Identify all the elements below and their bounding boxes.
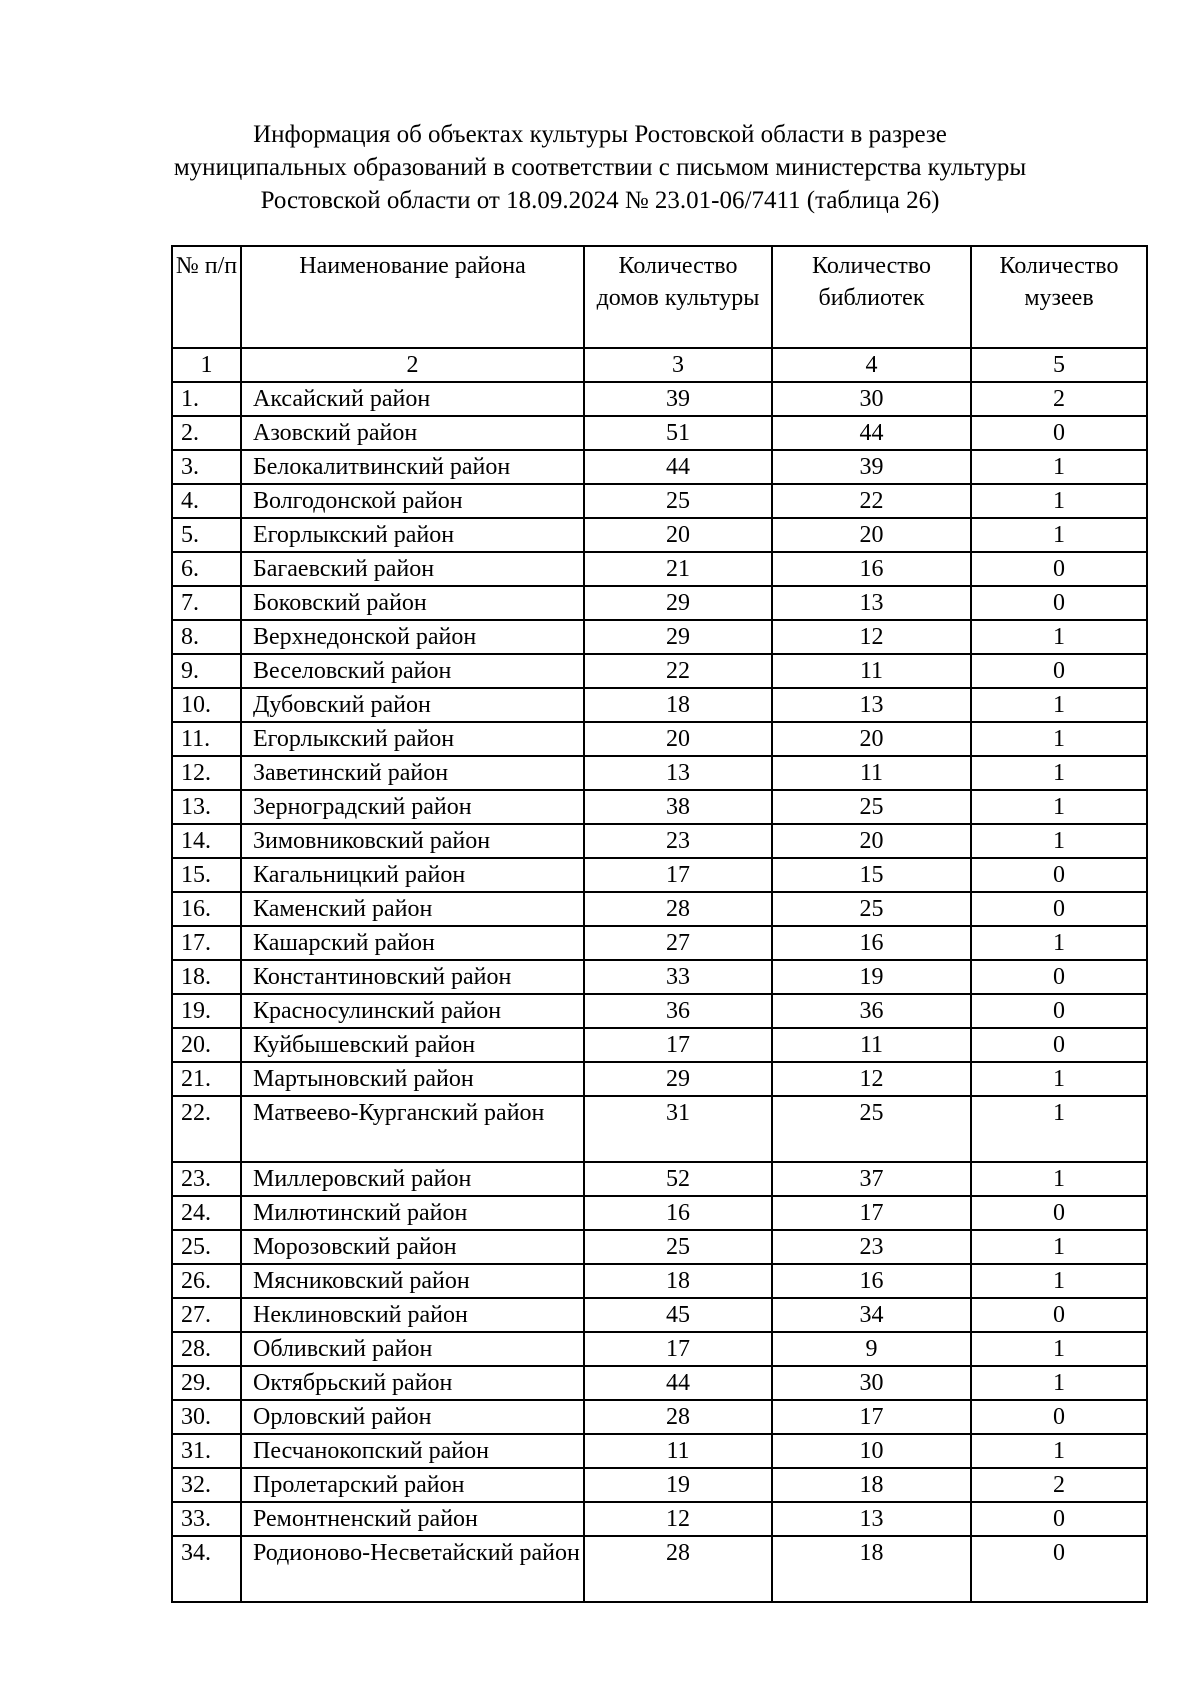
museums-cell: 0 [971, 1028, 1147, 1062]
row-number-cell: 9. [172, 654, 241, 688]
district-name-cell: Песчанокопский район [241, 1434, 584, 1468]
district-name-cell: Волгодонской район [241, 484, 584, 518]
district-name-cell: Зимовниковский район [241, 824, 584, 858]
table-row [172, 688, 1147, 722]
table-row [172, 1502, 1147, 1536]
culture-houses-cell: 38 [584, 790, 772, 824]
row-number-cell: 20. [172, 1028, 241, 1062]
libraries-cell: 23 [772, 1230, 971, 1264]
district-name-cell: Кашарский район [241, 926, 584, 960]
museums-cell: 0 [971, 1502, 1147, 1536]
culture-houses-cell: 12 [584, 1502, 772, 1536]
libraries-cell: 36 [772, 994, 971, 1028]
libraries-cell: 44 [772, 416, 971, 450]
district-name-cell: Белокалитвинский район [241, 450, 584, 484]
district-name-cell: Егорлыкский район [241, 722, 584, 756]
district-name-cell: Миллеровский район [241, 1162, 584, 1196]
culture-houses-cell: 28 [584, 1536, 772, 1602]
district-name-cell: Октябрьский район [241, 1366, 584, 1400]
culture-houses-cell: 17 [584, 1028, 772, 1062]
culture-objects-table [171, 245, 1148, 1603]
culture-houses-cell: 28 [584, 1400, 772, 1434]
culture-houses-cell: 36 [584, 994, 772, 1028]
row-number-cell: 15. [172, 858, 241, 892]
libraries-cell: 15 [772, 858, 971, 892]
libraries-cell: 16 [772, 552, 971, 586]
libraries-cell: 17 [772, 1400, 971, 1434]
row-number-cell: 23. [172, 1162, 241, 1196]
district-name-cell: Дубовский район [241, 688, 584, 722]
museums-cell: 1 [971, 790, 1147, 824]
culture-houses-cell: 16 [584, 1196, 772, 1230]
row-number-cell: 19. [172, 994, 241, 1028]
culture-houses-cell: 13 [584, 756, 772, 790]
museums-cell: 2 [971, 382, 1147, 416]
museums-cell: 1 [971, 518, 1147, 552]
district-name-cell: Аксайский район [241, 382, 584, 416]
culture-houses-cell: 31 [584, 1096, 772, 1162]
table-row [172, 1298, 1147, 1332]
libraries-cell: 13 [772, 688, 971, 722]
culture-houses-cell: 18 [584, 1264, 772, 1298]
table-row [172, 1468, 1147, 1502]
libraries-cell: 19 [772, 960, 971, 994]
table-row [172, 1196, 1147, 1230]
museums-cell: 1 [971, 620, 1147, 654]
title-line-1: Информация об объектах культуры Ростовской области в разрезе [253, 121, 947, 148]
libraries-cell: 16 [772, 1264, 971, 1298]
title-line-3: Ростовской области от 18.09.2024 № 23.01-06/7411 (таблица 26) [260, 187, 940, 214]
culture-houses-cell: 20 [584, 722, 772, 756]
culture-houses-cell: 19 [584, 1468, 772, 1502]
district-name-cell: Каменский район [241, 892, 584, 926]
libraries-cell: 11 [772, 756, 971, 790]
table-row [172, 518, 1147, 552]
column-number: 3 [584, 348, 772, 382]
culture-houses-cell: 51 [584, 416, 772, 450]
table-row [172, 586, 1147, 620]
museums-cell: 1 [971, 824, 1147, 858]
table-row [172, 1400, 1147, 1434]
libraries-cell: 9 [772, 1332, 971, 1366]
row-number-cell: 18. [172, 960, 241, 994]
district-name-cell: Егорлыкский район [241, 518, 584, 552]
museums-cell: 0 [971, 1298, 1147, 1332]
culture-houses-cell: 29 [584, 586, 772, 620]
district-name-cell: Заветинский район [241, 756, 584, 790]
culture-houses-cell: 39 [584, 382, 772, 416]
district-name-cell: Морозовский район [241, 1230, 584, 1264]
table-row [172, 722, 1147, 756]
museums-cell: 0 [971, 654, 1147, 688]
libraries-cell: 20 [772, 722, 971, 756]
libraries-cell: 34 [772, 1298, 971, 1332]
libraries-cell: 13 [772, 586, 971, 620]
culture-houses-cell: 29 [584, 1062, 772, 1096]
row-number-cell: 33. [172, 1502, 241, 1536]
row-number-cell: 34. [172, 1536, 241, 1602]
table-row [172, 1434, 1147, 1468]
row-number-cell: 14. [172, 824, 241, 858]
museums-cell: 0 [971, 1536, 1147, 1602]
libraries-cell: 39 [772, 450, 971, 484]
libraries-cell: 30 [772, 1366, 971, 1400]
culture-houses-cell: 18 [584, 688, 772, 722]
museums-cell: 0 [971, 960, 1147, 994]
district-name-cell: Зерноградский район [241, 790, 584, 824]
table-row [172, 790, 1147, 824]
row-number-cell: 17. [172, 926, 241, 960]
culture-houses-cell: 11 [584, 1434, 772, 1468]
row-number-cell: 29. [172, 1366, 241, 1400]
table-row [172, 1028, 1147, 1062]
column-number: 2 [241, 348, 584, 382]
libraries-cell: 25 [772, 1096, 971, 1162]
row-number-cell: 1. [172, 382, 241, 416]
museums-cell: 1 [971, 756, 1147, 790]
row-number-cell: 31. [172, 1434, 241, 1468]
museums-cell: 0 [971, 892, 1147, 926]
column-number: 5 [971, 348, 1147, 382]
district-name-cell: Родионово-Несветайский район [241, 1536, 584, 1602]
museums-cell: 0 [971, 994, 1147, 1028]
museums-cell: 0 [971, 858, 1147, 892]
district-name-cell: Обливский район [241, 1332, 584, 1366]
museums-cell: 0 [971, 1196, 1147, 1230]
table-row [172, 1096, 1147, 1162]
museums-cell: 1 [971, 722, 1147, 756]
district-name-cell: Куйбышевский район [241, 1028, 584, 1062]
libraries-cell: 17 [772, 1196, 971, 1230]
table-row [172, 450, 1147, 484]
district-name-cell: Ремонтненский район [241, 1502, 584, 1536]
district-name-cell: Багаевский район [241, 552, 584, 586]
column-number: 4 [772, 348, 971, 382]
culture-houses-cell: 27 [584, 926, 772, 960]
culture-houses-cell: 23 [584, 824, 772, 858]
row-number-cell: 27. [172, 1298, 241, 1332]
libraries-cell: 16 [772, 926, 971, 960]
libraries-cell: 18 [772, 1468, 971, 1502]
culture-houses-cell: 25 [584, 484, 772, 518]
museums-cell: 1 [971, 688, 1147, 722]
table-row [172, 892, 1147, 926]
district-name-cell: Мартыновский район [241, 1062, 584, 1096]
libraries-cell: 22 [772, 484, 971, 518]
libraries-cell: 18 [772, 1536, 971, 1602]
museums-cell: 0 [971, 1400, 1147, 1434]
row-number-cell: 11. [172, 722, 241, 756]
table-row [172, 858, 1147, 892]
museums-cell: 0 [971, 552, 1147, 586]
table-header-row [172, 246, 1147, 348]
table-row [172, 382, 1147, 416]
row-number-cell: 8. [172, 620, 241, 654]
museums-cell: 1 [971, 1230, 1147, 1264]
table-row [172, 484, 1147, 518]
row-number-cell: 21. [172, 1062, 241, 1096]
table-row [172, 1332, 1147, 1366]
museums-cell: 1 [971, 1366, 1147, 1400]
museums-cell: 1 [971, 450, 1147, 484]
document-title [150, 118, 1050, 217]
culture-houses-cell: 44 [584, 1366, 772, 1400]
table-row [172, 552, 1147, 586]
libraries-cell: 12 [772, 620, 971, 654]
row-number-cell: 24. [172, 1196, 241, 1230]
row-number-cell: 7. [172, 586, 241, 620]
table-row [172, 926, 1147, 960]
row-number-cell: 16. [172, 892, 241, 926]
row-number-cell: 26. [172, 1264, 241, 1298]
table-row [172, 1062, 1147, 1096]
row-number-cell: 30. [172, 1400, 241, 1434]
row-number-cell: 4. [172, 484, 241, 518]
culture-houses-cell: 29 [584, 620, 772, 654]
culture-houses-cell: 33 [584, 960, 772, 994]
museums-cell: 2 [971, 1468, 1147, 1502]
table-row [172, 1366, 1147, 1400]
district-name-cell: Мясниковский район [241, 1264, 584, 1298]
district-name-cell: Пролетарский район [241, 1468, 584, 1502]
libraries-cell: 12 [772, 1062, 971, 1096]
district-name-cell: Неклиновский район [241, 1298, 584, 1332]
table-row [172, 756, 1147, 790]
culture-houses-cell: 45 [584, 1298, 772, 1332]
header-district-name: Наименование района [241, 246, 584, 348]
museums-cell: 1 [971, 926, 1147, 960]
row-number-cell: 10. [172, 688, 241, 722]
district-name-cell: Константиновский район [241, 960, 584, 994]
libraries-cell: 25 [772, 790, 971, 824]
header-culture-houses: Количество домов культуры [584, 246, 772, 348]
culture-houses-cell: 44 [584, 450, 772, 484]
row-number-cell: 2. [172, 416, 241, 450]
libraries-cell: 11 [772, 1028, 971, 1062]
row-number-cell: 13. [172, 790, 241, 824]
header-num: № п/п [172, 246, 241, 348]
row-number-cell: 5. [172, 518, 241, 552]
row-number-cell: 32. [172, 1468, 241, 1502]
libraries-cell: 11 [772, 654, 971, 688]
header-museums: Количество музеев [971, 246, 1147, 348]
museums-cell: 1 [971, 1264, 1147, 1298]
district-name-cell: Орловский район [241, 1400, 584, 1434]
row-number-cell: 28. [172, 1332, 241, 1366]
table-row [172, 1264, 1147, 1298]
row-number-cell: 12. [172, 756, 241, 790]
museums-cell: 1 [971, 484, 1147, 518]
libraries-cell: 20 [772, 824, 971, 858]
district-name-cell: Милютинский район [241, 1196, 584, 1230]
district-name-cell: Боковский район [241, 586, 584, 620]
table-row [172, 654, 1147, 688]
museums-cell: 1 [971, 1332, 1147, 1366]
museums-cell: 0 [971, 416, 1147, 450]
table-row [172, 416, 1147, 450]
libraries-cell: 20 [772, 518, 971, 552]
culture-houses-cell: 17 [584, 1332, 772, 1366]
culture-houses-cell: 17 [584, 858, 772, 892]
table-row [172, 994, 1147, 1028]
row-number-cell: 25. [172, 1230, 241, 1264]
museums-cell: 1 [971, 1062, 1147, 1096]
title-line-2: муниципальных образований в соответствии с письмом министерства культуры [173, 154, 1027, 181]
table-body [172, 382, 1147, 1602]
libraries-cell: 13 [772, 1502, 971, 1536]
column-numbers-row [172, 348, 1147, 382]
row-number-cell: 3. [172, 450, 241, 484]
table-row [172, 620, 1147, 654]
district-name-cell: Верхнедонской район [241, 620, 584, 654]
culture-houses-cell: 25 [584, 1230, 772, 1264]
table-row [172, 1162, 1147, 1196]
museums-cell: 1 [971, 1162, 1147, 1196]
libraries-cell: 25 [772, 892, 971, 926]
column-number: 1 [172, 348, 241, 382]
table-row [172, 1230, 1147, 1264]
district-name-cell: Матвеево-Курганский район [241, 1096, 584, 1162]
culture-houses-cell: 21 [584, 552, 772, 586]
libraries-cell: 10 [772, 1434, 971, 1468]
district-name-cell: Красносулинский район [241, 994, 584, 1028]
culture-houses-cell: 28 [584, 892, 772, 926]
row-number-cell: 22. [172, 1096, 241, 1162]
libraries-cell: 30 [772, 382, 971, 416]
district-name-cell: Кагальницкий район [241, 858, 584, 892]
table-row [172, 824, 1147, 858]
culture-houses-cell: 22 [584, 654, 772, 688]
culture-houses-cell: 20 [584, 518, 772, 552]
table-row [172, 1536, 1147, 1602]
museums-cell: 1 [971, 1434, 1147, 1468]
table-row [172, 960, 1147, 994]
museums-cell: 0 [971, 586, 1147, 620]
district-name-cell: Азовский район [241, 416, 584, 450]
culture-houses-cell: 52 [584, 1162, 772, 1196]
header-libraries: Количество библиотек [772, 246, 971, 348]
row-number-cell: 6. [172, 552, 241, 586]
museums-cell: 1 [971, 1096, 1147, 1162]
district-name-cell: Веселовский район [241, 654, 584, 688]
libraries-cell: 37 [772, 1162, 971, 1196]
